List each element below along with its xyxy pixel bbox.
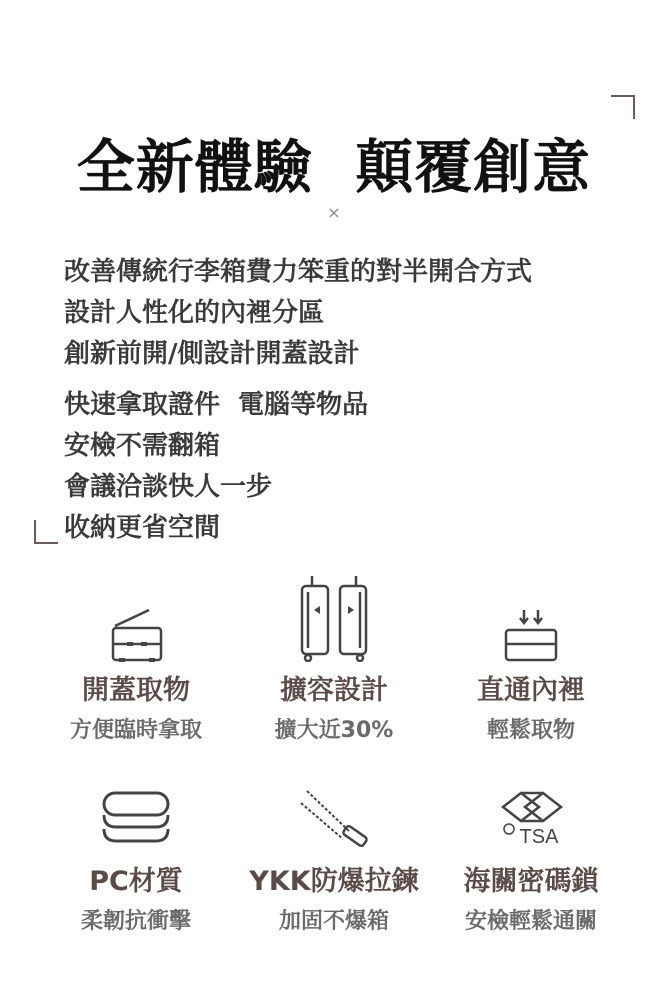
feature-tsa-lock bbox=[426, 763, 636, 935]
feature-title: 海關密碼鎖 bbox=[463, 866, 599, 897]
description-line: 創新前開/側設計開蓋設計 bbox=[64, 339, 360, 369]
layers-icon bbox=[96, 783, 176, 853]
feature-subtitle: 加固不爆箱 bbox=[278, 909, 389, 934]
feature-direct-access bbox=[426, 572, 636, 744]
feature-title: YKK防爆拉鍊 bbox=[249, 866, 419, 897]
description-line: 設計人性化的內裡分區 bbox=[64, 298, 325, 328]
headline: 全新體驗 顛覆創意 bbox=[76, 133, 592, 201]
description-line: 收納更省空間 bbox=[64, 513, 221, 543]
open-lid-icon bbox=[101, 582, 171, 662]
corner-frame-bottom-left bbox=[34, 520, 58, 544]
feature-title: 開蓋取物 bbox=[82, 675, 190, 706]
feature-ykk-zipper bbox=[229, 763, 439, 935]
direct-access-icon bbox=[496, 582, 566, 662]
tsa-lock-icon bbox=[491, 783, 571, 853]
zipper-icon bbox=[289, 783, 379, 853]
description-line: 安檢不需翻箱 bbox=[64, 431, 221, 461]
expand-suitcase-icon bbox=[294, 572, 374, 662]
feature-subtitle: 安檢輕鬆通關 bbox=[464, 909, 597, 934]
corner-frame-top-right bbox=[611, 95, 635, 119]
description bbox=[64, 252, 634, 549]
feature-subtitle: 擴大近30% bbox=[274, 718, 394, 743]
feature-subtitle: 柔韌抗衝擊 bbox=[80, 909, 191, 934]
feature-title: PC材質 bbox=[89, 866, 183, 897]
description-line: 改善傳統行李箱費力笨重的對半開合方式 bbox=[64, 257, 533, 287]
feature-expand bbox=[229, 572, 439, 744]
feature-pc-material bbox=[31, 763, 241, 935]
feature-title: 擴容設計 bbox=[280, 675, 388, 706]
description-line: 快速拿取證件 電腦等物品 bbox=[64, 390, 369, 420]
tsa-label: TSA bbox=[519, 826, 559, 848]
description-line: 會議洽談快人一步 bbox=[64, 472, 273, 502]
divider-mark: × bbox=[327, 203, 341, 222]
feature-open-lid bbox=[31, 572, 241, 744]
feature-subtitle: 方便臨時拿取 bbox=[69, 718, 202, 743]
feature-title: 直通內裡 bbox=[477, 675, 585, 706]
feature-subtitle: 輕鬆取物 bbox=[486, 718, 575, 743]
